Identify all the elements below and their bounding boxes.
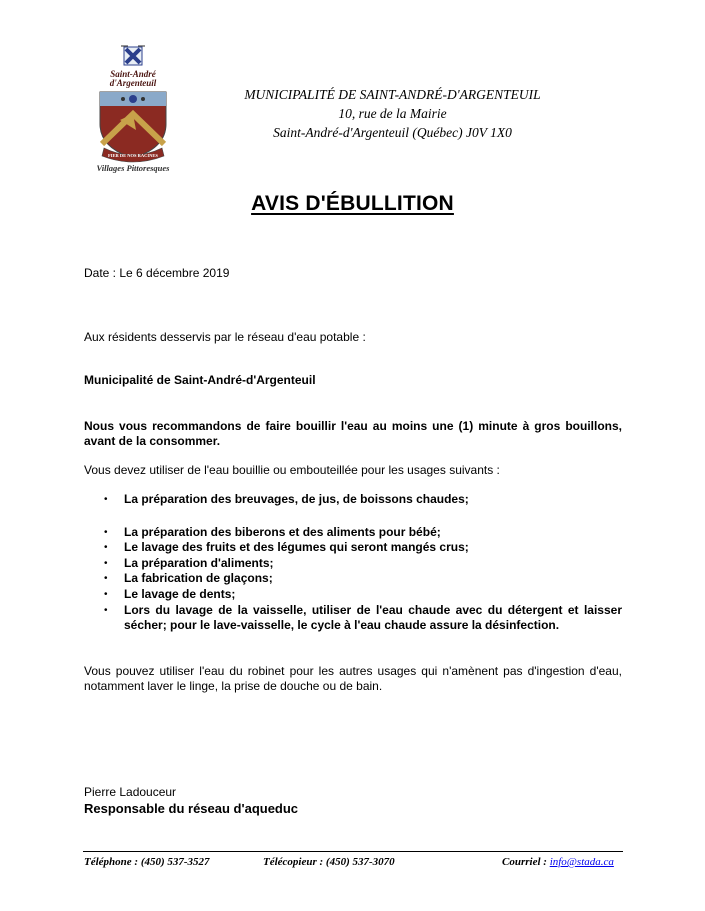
intro-text: Aux résidents desservis par le réseau d'eau potable : bbox=[84, 330, 366, 344]
bullet-icon: • bbox=[104, 573, 108, 584]
list-item: La préparation des biberons et des aliments pour bébé; bbox=[124, 525, 441, 539]
notice-title: AVIS D'ÉBULLITION bbox=[251, 192, 454, 215]
list-item: La fabrication de glaçons; bbox=[124, 571, 273, 585]
bullet-icon: • bbox=[104, 558, 108, 569]
footer-email-label: Courriel : bbox=[502, 856, 547, 868]
date-line: Date : Le 6 décembre 2019 bbox=[84, 266, 230, 280]
boil-recommendation: Nous vous recommandons de faire bouillir l'eau au moins une (1) minute à gros bouillons, avant de la consommer. bbox=[84, 419, 622, 448]
list-item: Lors du lavage de la vaisselle, utiliser de l'eau chaude avec du détergent et laisser sécher; pour le lave-vaisselle, le cycle à l'eau chaude assure la désinfection. bbox=[124, 603, 622, 632]
municipal-coat-of-arms bbox=[80, 44, 186, 176]
bullet-icon: • bbox=[104, 527, 108, 538]
signer-role: Responsable du réseau d'aqueduc bbox=[84, 801, 299, 816]
address-city: Saint-André-d'Argenteuil (Québec) J0V 1X0 bbox=[273, 125, 512, 140]
logo-name: Saint-André d'Argenteuil bbox=[109, 69, 157, 88]
bullet-icon: • bbox=[104, 605, 108, 616]
footer-email-group bbox=[502, 856, 614, 868]
other-uses-text: Vous pouvez utiliser l'eau du robinet pour les autres usages qui n'amènent pas d'ingestion d'eau, notamment laver le linge, la prise de douche ou de bain. bbox=[84, 664, 622, 693]
bullet-icon: • bbox=[104, 589, 108, 600]
address-street: 10, rue de la Mairie bbox=[338, 106, 447, 121]
logo-tagline: Villages Pittoresques bbox=[96, 163, 170, 173]
list-item: Le lavage de dents; bbox=[124, 587, 236, 601]
coat-of-arms-icon bbox=[80, 44, 186, 176]
bullet-icon: • bbox=[104, 542, 108, 553]
signer-name: Pierre Ladouceur bbox=[84, 785, 177, 799]
footer-phone: Téléphone : (450) 537-3527 bbox=[84, 856, 210, 868]
municipality-heading: Municipalité de Saint-André-d'Argenteuil bbox=[84, 373, 316, 387]
list-item: La préparation des breuvages, de jus, de boissons chaudes; bbox=[124, 492, 469, 506]
banner-motto: FIER DE NOS RACINES bbox=[108, 153, 158, 158]
footer-fax: Télécopieur : (450) 537-3070 bbox=[263, 856, 395, 868]
list-item: Le lavage des fruits et des légumes qui seront mangés crus; bbox=[124, 540, 469, 554]
municipality-name: MUNICIPALITÉ DE SAINT-ANDRÉ-D'ARGENTEUIL bbox=[244, 87, 541, 102]
footer-divider bbox=[83, 851, 623, 852]
usage-intro: Vous devez utiliser de l'eau bouillie ou embouteillée pour les usages suivants : bbox=[84, 463, 500, 477]
footer-email-link[interactable]: info@stada.ca bbox=[549, 856, 614, 868]
list-item: La préparation d'aliments; bbox=[124, 556, 274, 570]
bullet-icon: • bbox=[104, 494, 108, 505]
